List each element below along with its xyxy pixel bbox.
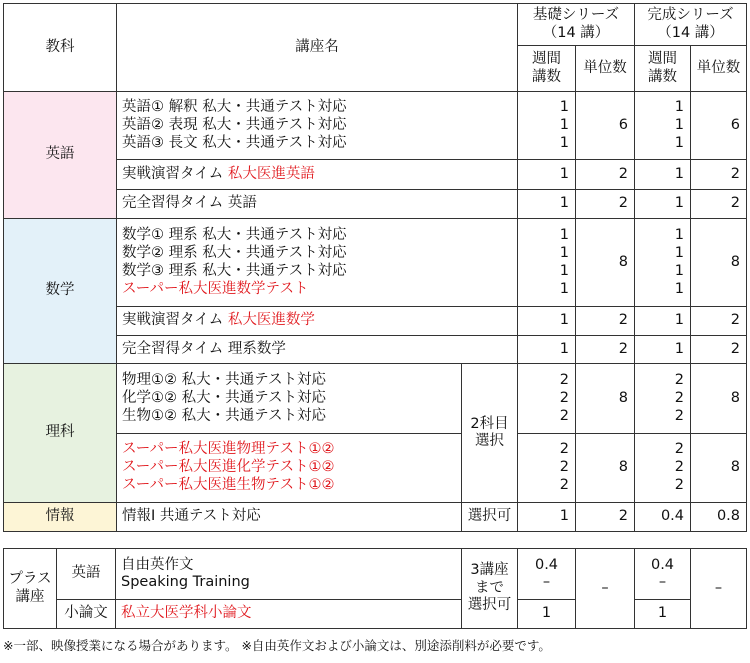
choice-line2: まで <box>475 579 504 596</box>
weekly-label-line1: 週間 <box>532 51 561 68</box>
weekly-value: 1 <box>559 134 569 151</box>
english-mastery-row: 完全習得タイム 英語 <box>117 190 518 219</box>
weekly-value: 1 <box>559 262 569 279</box>
weekly-value: 0.4 <box>650 556 675 573</box>
math-complete-credits: 8 <box>691 219 747 307</box>
course-name: 自由英作文 <box>121 556 194 573</box>
weekly-value: 1 <box>674 262 684 279</box>
english-complete-credits: 6 <box>691 92 747 160</box>
course-highlight: 私大医進英語 <box>227 165 315 182</box>
math-basic-weekly <box>518 219 576 307</box>
weekly-value: 1 <box>674 244 684 261</box>
english-complete-weekly <box>635 92 691 160</box>
header-complete-credits: 単位数 <box>691 46 747 92</box>
plus-english-basic-weekly <box>518 549 576 600</box>
weekly-value: 2 <box>559 407 569 424</box>
weekly-value: 2 <box>674 477 684 493</box>
subject-info: 情報 <box>4 503 117 532</box>
english-basic-credits: 6 <box>576 92 635 160</box>
choice-line1: 3講座 <box>470 562 509 579</box>
weekly-value: 1 <box>518 503 576 532</box>
weekly-value: 1 <box>674 226 684 243</box>
science-super-courses <box>117 434 462 503</box>
header-basic-credits: 単位数 <box>576 46 635 92</box>
science-choice <box>462 364 518 503</box>
header-basic-weekly <box>518 46 576 92</box>
math-practice-row <box>117 307 518 336</box>
credits-value: 2 <box>691 307 747 336</box>
course-name: 生物①② 私大・共通テスト対応 <box>122 407 327 424</box>
course-prefix: 実戦演習タイム <box>122 312 224 329</box>
math-complete-weekly <box>635 219 691 307</box>
credits-value: 2 <box>691 160 747 190</box>
course-name: 化学①② 私大・共通テスト対応 <box>122 389 327 406</box>
math-basic-credits: 8 <box>576 219 635 307</box>
weekly-value: 1 <box>674 116 684 133</box>
plus-english-course <box>116 549 462 600</box>
weekly-value: 1 <box>518 307 576 336</box>
weekly-value: 1 <box>559 280 569 297</box>
weekly-value: 2 <box>559 441 569 457</box>
plus-english-complete-weekly <box>635 549 691 600</box>
weekly-value: 1 <box>635 600 691 629</box>
plus-label-line2: 講座 <box>15 588 45 605</box>
credits-value: 2 <box>576 307 635 336</box>
weekly-value: 2 <box>559 477 569 493</box>
credits-value: 8 <box>576 434 635 503</box>
course-name-highlight: スーパー私大医進生物テスト①② <box>122 477 335 493</box>
weekly-value: 1 <box>518 600 576 629</box>
plus-choice <box>462 549 518 629</box>
header-complete-weekly <box>635 46 691 92</box>
plus-basic-credits: – <box>576 549 635 629</box>
course-name-highlight: スーパー私大医進化学テスト①② <box>122 459 335 475</box>
subject-math: 数学 <box>4 219 117 364</box>
weekly-value: 1 <box>518 190 576 219</box>
weekly-value: 1 <box>518 160 576 190</box>
course-name: 英語② 表現 私大・共通テスト対応 <box>122 116 347 133</box>
course-name: 数学② 理系 私大・共通テスト対応 <box>122 244 347 261</box>
credits-value: 2 <box>576 503 635 532</box>
weekly-label-line1: 週間 <box>648 51 677 68</box>
weekly-value: 1 <box>674 98 684 115</box>
course-name: 数学③ 理系 私大・共通テスト対応 <box>122 262 347 279</box>
science-super-basic-weekly <box>518 434 576 503</box>
weekly-value: 2 <box>559 459 569 475</box>
weekly-value: 1 <box>674 134 684 151</box>
header-complete-series-count: （14 講） <box>657 24 724 41</box>
subject-english: 英語 <box>4 92 117 219</box>
weekly-value: 2 <box>674 441 684 457</box>
credits-value: 8 <box>576 364 635 434</box>
weekly-value: 2 <box>674 389 684 406</box>
science-super-complete-weekly <box>635 434 691 503</box>
plus-complete-credits: – <box>691 549 747 629</box>
credits-value: 8 <box>691 364 747 434</box>
english-courses <box>117 92 518 160</box>
header-basic-series-count: （14 講） <box>542 24 610 41</box>
info-choice: 選択可 <box>462 503 518 532</box>
science-basic-weekly <box>518 364 576 434</box>
weekly-value: 0.4 <box>635 503 691 532</box>
weekly-value: 1 <box>635 336 691 364</box>
credits-value: 2 <box>691 336 747 364</box>
plus-essay-subject: 小論文 <box>57 600 116 629</box>
choice-line1: 2科目 <box>470 415 509 432</box>
plus-course-table <box>3 548 747 629</box>
header-complete-series-title: 完成シリーズ <box>647 7 734 24</box>
weekly-value: 1 <box>518 336 576 364</box>
weekly-value: 2 <box>559 389 569 406</box>
weekly-value: 2 <box>674 407 684 424</box>
weekly-value: 1 <box>635 190 691 219</box>
header-subject: 教科 <box>4 4 117 92</box>
weekly-value: 1 <box>559 98 569 115</box>
course-name: Speaking Training <box>121 574 250 590</box>
credits-value: 0.8 <box>691 503 747 532</box>
subject-science: 理科 <box>4 364 117 503</box>
footnote: ※一部、映像授業になる場合があります。 ※自由英作文および小論文は、別途添削料が必要です。 <box>3 638 551 653</box>
english-basic-weekly <box>518 92 576 160</box>
english-practice-row <box>117 160 518 190</box>
weekly-value: 0.4 <box>534 556 559 573</box>
course-name-highlight: スーパー私大医進数学テスト <box>122 280 309 297</box>
course-prefix: 実戦演習タイム <box>122 165 224 182</box>
choice-line3: 選択可 <box>467 597 512 614</box>
science-complete-weekly <box>635 364 691 434</box>
credits-value: 2 <box>576 336 635 364</box>
science-courses <box>117 364 462 434</box>
weekly-value: 1 <box>559 226 569 243</box>
plus-english-subject: 英語 <box>57 549 116 600</box>
weekly-dash: – <box>658 574 667 590</box>
weekly-value: 1 <box>559 116 569 133</box>
course-name: 英語① 解釈 私大・共通テスト対応 <box>122 98 347 115</box>
weekly-value: 1 <box>635 307 691 336</box>
plus-label <box>4 549 57 629</box>
course-name-highlight: スーパー私大医進物理テスト①② <box>122 441 335 457</box>
credits-value: 2 <box>691 190 747 219</box>
weekly-label-line2: 講数 <box>532 68 561 85</box>
weekly-label-line2: 講数 <box>648 68 677 85</box>
plus-label-line1: プラス <box>8 571 52 588</box>
header-basic-series-title: 基礎シリーズ <box>532 7 620 24</box>
math-courses <box>117 219 518 307</box>
weekly-value: 1 <box>674 280 684 297</box>
weekly-value: 2 <box>674 459 684 475</box>
credits-value: 8 <box>691 434 747 503</box>
info-course: 情報Ⅰ 共通テスト対応 <box>117 503 462 532</box>
header-course-name: 講座名 <box>117 4 518 92</box>
course-name: 物理①② 私大・共通テスト対応 <box>122 371 327 388</box>
header-basic-series <box>518 4 635 46</box>
course-table <box>3 3 747 532</box>
course-highlight: 私大医進数学 <box>227 312 315 329</box>
header-complete-series <box>635 4 747 46</box>
weekly-value: 1 <box>559 244 569 261</box>
choice-line2: 選択 <box>475 433 504 449</box>
weekly-value: 2 <box>559 371 569 388</box>
weekly-dash: – <box>542 574 551 590</box>
weekly-value: 1 <box>635 160 691 190</box>
credits-value: 2 <box>576 160 635 190</box>
weekly-value: 2 <box>674 371 684 388</box>
credits-value: 2 <box>576 190 635 219</box>
course-name: 数学① 理系 私大・共通テスト対応 <box>122 226 347 243</box>
course-name: 英語③ 長文 私大・共通テスト対応 <box>122 134 347 151</box>
math-mastery-row: 完全習得タイム 理系数学 <box>117 336 518 364</box>
plus-essay-course: 私立大医学科小論文 <box>116 600 462 629</box>
